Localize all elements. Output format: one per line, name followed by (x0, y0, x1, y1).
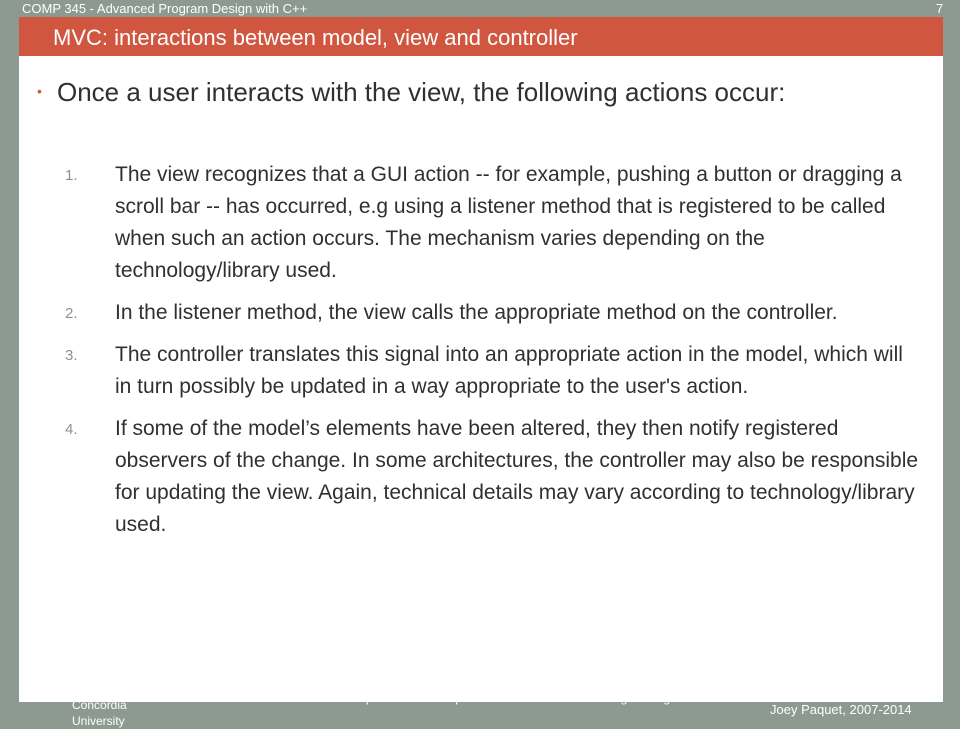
slide-number: 7 (936, 1, 944, 16)
steps-list (65, 159, 925, 551)
step-number: 3. (65, 347, 78, 364)
step-text: If some of the model’s elements have been altered, they then notify registered observers of the change. In some architectures, the controller may also be responsible for updating the view. Again, technical details may vary according to technology/library used. (115, 417, 919, 536)
course-header: COMP 345 - Advanced Program Design with C++ (22, 1, 308, 16)
list-item (65, 339, 925, 403)
lead-bullet (37, 76, 877, 109)
footer-university: Concordia University (72, 698, 127, 728)
step-text: In the listener method, the view calls the appropriate method on the controller. (115, 301, 838, 324)
step-number: 4. (65, 421, 78, 438)
footer-department: Department of Computer Science and Software Engineering (350, 691, 670, 705)
bullet-icon: • (37, 83, 42, 99)
content-panel (19, 56, 943, 702)
lead-text: Once a user interacts with the view, the following actions occur: (57, 77, 786, 107)
list-item (65, 297, 925, 329)
step-number: 1. (65, 167, 78, 184)
title-bar (19, 17, 943, 56)
slide-title: MVC: interactions between model, view and controller (53, 25, 578, 50)
step-text: The controller translates this signal into an appropriate action in the model, which will in turn possibly be updated in a way appropriate to the user's action. (115, 343, 903, 398)
step-text: The view recognizes that a GUI action -- for example, pushing a button or dragging a scroll bar -- has occurred, e.g using a listener method that is registered to be called when such an action occurs. The mechanism varies depending on the technology/library used. (115, 163, 902, 282)
list-item (65, 159, 925, 287)
footer-author: Joey Paquet, 2007-2014 (770, 702, 912, 717)
step-number: 2. (65, 305, 78, 322)
list-item (65, 413, 925, 541)
